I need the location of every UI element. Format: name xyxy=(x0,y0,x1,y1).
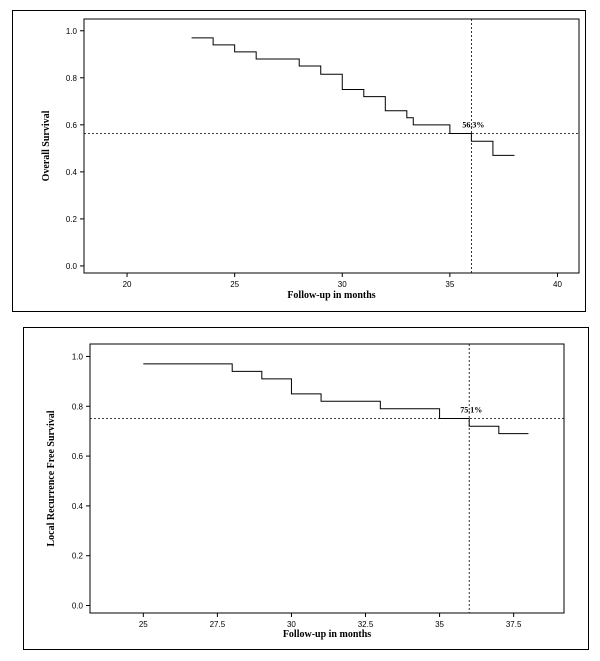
y-tick-label: 0.0 xyxy=(65,261,77,271)
y-tick-label: 0.4 xyxy=(65,167,77,177)
y-tick-label: 0.6 xyxy=(65,120,77,130)
x-tick-label: 35 xyxy=(435,620,445,629)
x-tick-label: 30 xyxy=(337,280,347,289)
y-tick-label: 0.2 xyxy=(71,551,83,561)
y-tick-label: 0.0 xyxy=(71,601,83,611)
y-tick-label: 0.4 xyxy=(71,501,83,511)
x-tick-label: 27.5 xyxy=(209,620,226,629)
y-tick-label: 0.6 xyxy=(71,452,83,462)
plot-frame xyxy=(84,19,579,273)
y-tick-label: 0.2 xyxy=(65,214,77,224)
y-tick-label: 1.0 xyxy=(71,352,83,362)
x-tick-label: 25 xyxy=(138,620,148,629)
x-tick-label: 30 xyxy=(286,620,296,629)
y-tick-label: 1.0 xyxy=(65,26,77,36)
y-axis-title: Local Recurrence Free Survival xyxy=(46,410,57,547)
y-axis-title: Overall Survival xyxy=(41,110,52,182)
x-tick-label: 35 xyxy=(445,280,455,289)
reference-label: 75.1% xyxy=(460,405,483,415)
x-tick-label: 32.5 xyxy=(357,620,374,629)
reference-label: 56.3% xyxy=(462,120,485,130)
survival-step-line xyxy=(143,364,528,434)
chart-svg xyxy=(24,328,590,651)
chart-svg xyxy=(13,11,587,313)
x-axis-title: Follow-up in months xyxy=(287,290,376,301)
plot-layer xyxy=(41,19,579,301)
x-tick-label: 25 xyxy=(230,280,240,289)
chart-panel-local-recurrence xyxy=(23,327,589,650)
y-tick-label: 0.8 xyxy=(65,73,77,83)
plot-frame xyxy=(90,344,564,613)
x-axis-title: Follow-up in months xyxy=(282,629,372,640)
survival-step-line xyxy=(192,38,515,156)
x-tick-label: 40 xyxy=(553,280,562,289)
x-tick-label: 20 xyxy=(122,280,132,289)
y-tick-label: 0.8 xyxy=(71,402,83,412)
plot-layer xyxy=(46,344,564,640)
chart-panel-overall-survival xyxy=(12,10,586,312)
x-tick-label: 37.5 xyxy=(505,620,522,629)
